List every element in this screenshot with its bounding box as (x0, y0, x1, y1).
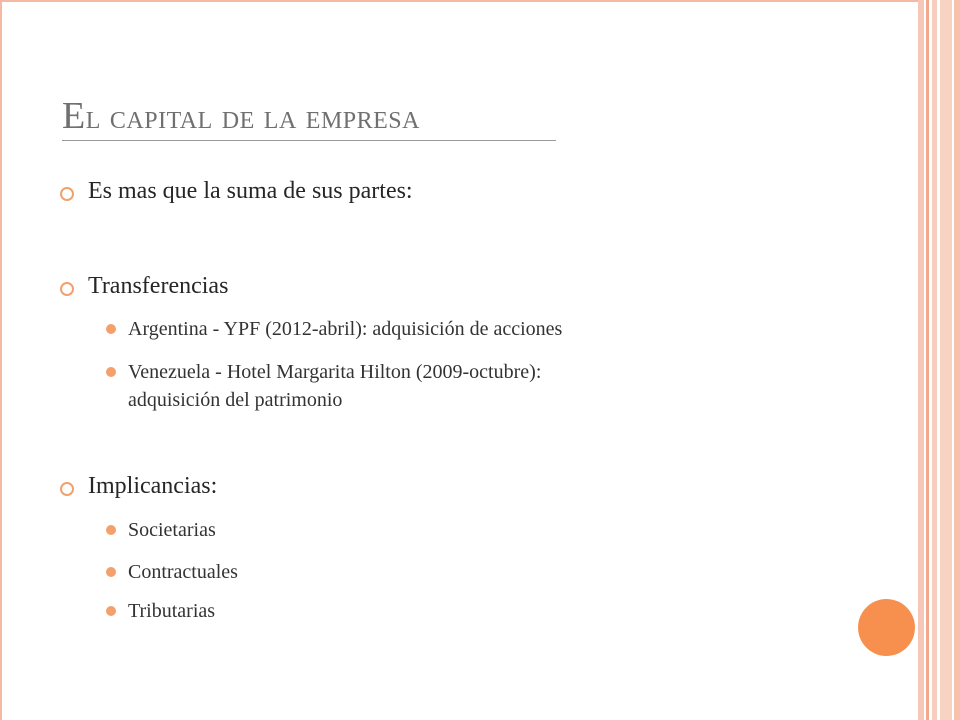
sub-bullet-text: Contractuales (128, 561, 238, 583)
dot-bullet-icon (106, 567, 116, 577)
bullet-text: Es mas que la suma de sus partes: (88, 178, 413, 204)
title-rest-b: capital de la empresa (100, 99, 420, 136)
ring-bullet-icon (60, 282, 74, 296)
bullet-text: Implicancias: (88, 473, 218, 499)
sub-bullet-text: adquisición del patrimonio (128, 389, 343, 411)
sub-bullet-text: Venezuela - Hotel Margarita Hilton (2009-octubre): (128, 361, 542, 383)
sub-bullet-text: Tributarias (128, 600, 216, 622)
dot-bullet-icon (106, 606, 116, 616)
dot-bullet-icon (106, 525, 116, 535)
decor-stripe (940, 0, 952, 720)
slide-title (62, 94, 420, 138)
sub-bullet-text: Argentina - YPF (2012-abril): adquisición de acciones (128, 318, 563, 340)
title-rest-a: l (85, 99, 101, 136)
ring-bullet-icon (60, 187, 74, 201)
ring-bullet-icon (60, 482, 74, 496)
border-left-line (0, 0, 2, 720)
decor-stripe (954, 0, 960, 720)
decor-circle (858, 599, 915, 656)
dot-bullet-icon (106, 367, 116, 377)
sub-bullet-text: Societarias (128, 519, 216, 541)
border-top-line (0, 0, 918, 2)
dot-bullet-icon (106, 324, 116, 334)
title-initial: E (62, 95, 86, 137)
bullet-text: Transferencias (88, 273, 229, 299)
title-underline (62, 140, 556, 141)
